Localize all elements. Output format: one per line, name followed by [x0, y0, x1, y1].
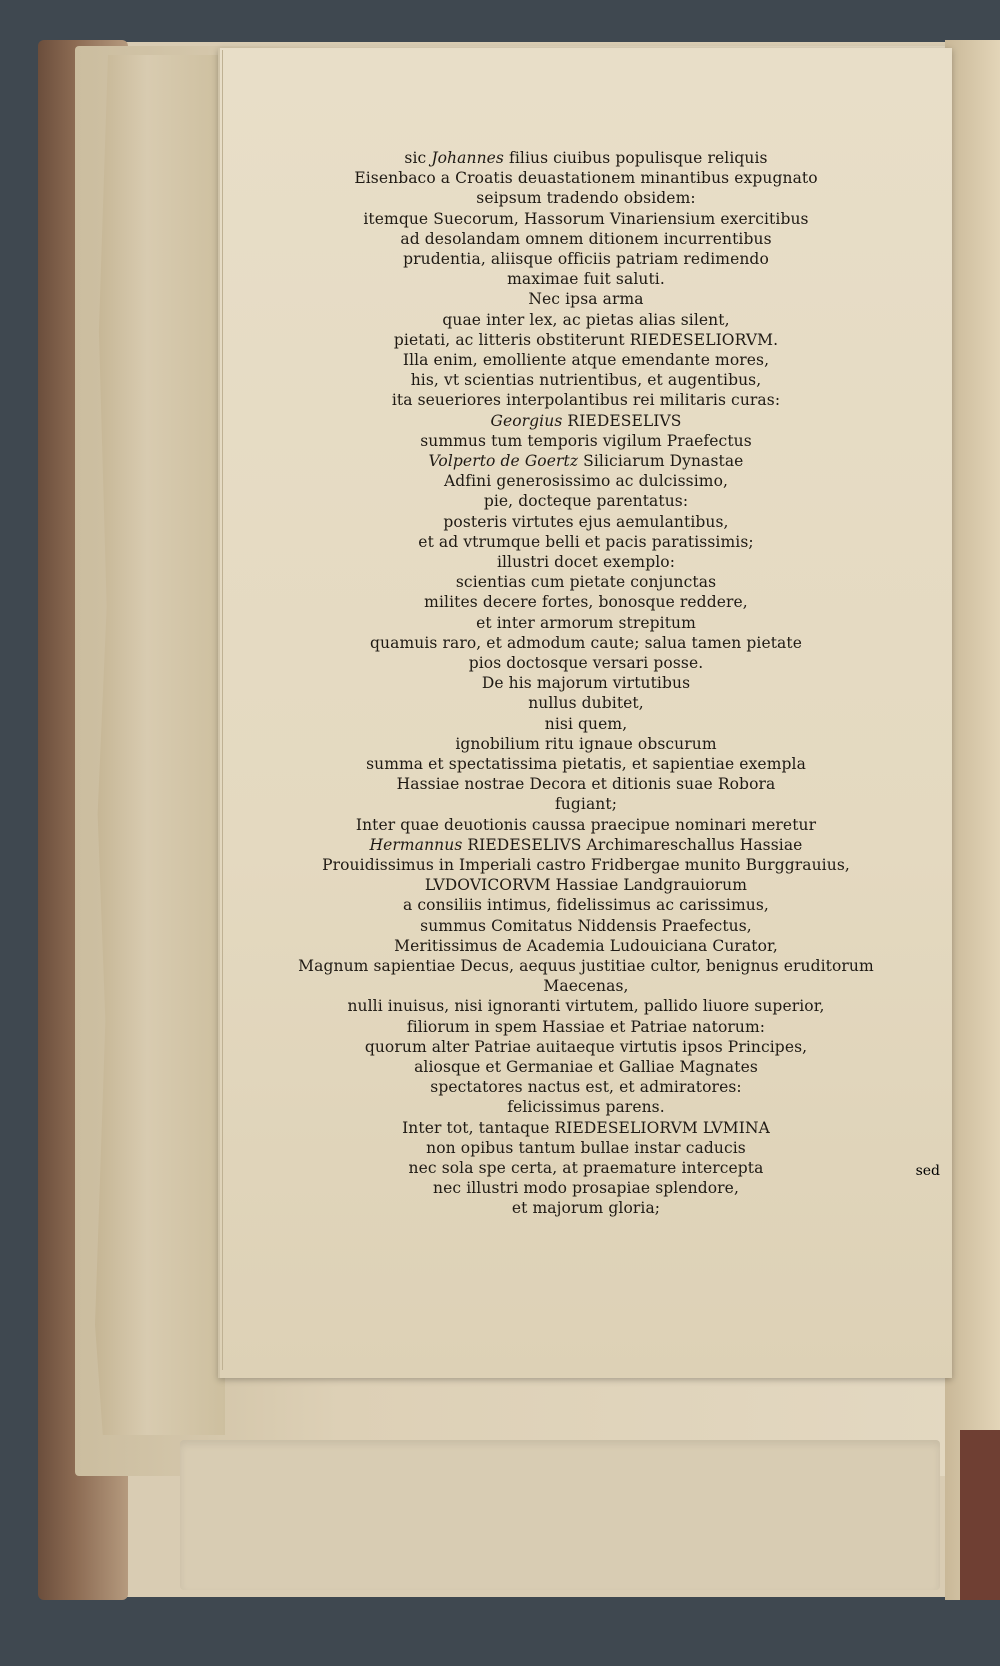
text-line	[220, 977, 952, 995]
text-line	[220, 230, 952, 248]
text-line	[220, 250, 952, 268]
text-line	[220, 715, 952, 733]
italic-name: Volperto de Goertz	[428, 452, 579, 470]
text-run: et majorum gloria;	[511, 1199, 661, 1218]
text-run: prudentia, aliisque officiis patriam redimendo	[403, 250, 769, 268]
text-run: nulli inuisus, nisi ignoranti virtutem, pallido liuore superior,	[347, 997, 825, 1016]
text-run: his, vt scientias nutrientibus, et augentibus,	[410, 371, 762, 390]
text-line	[220, 674, 952, 692]
italic-name: Hermannus	[369, 835, 463, 854]
text-line	[220, 735, 952, 753]
text-line	[220, 553, 952, 571]
text-run: Illa enim, emolliente atque emendante mores,	[402, 351, 770, 369]
text-run: milites decere fortes, bonosque reddere,	[424, 593, 748, 612]
text-line	[220, 1038, 952, 1056]
text-run: summus tum temporis vigilum Praefectus	[420, 431, 752, 450]
text-run: posteris virtutes ejus aemulantibus,	[443, 512, 729, 531]
text-run: Hassiae nostrae Decora et ditionis suae Robora	[396, 775, 776, 794]
torn-page-stub	[95, 55, 225, 1435]
text-line	[220, 937, 952, 955]
text-run: De his majorum virtutibus	[481, 674, 691, 693]
text-run: Eisenbaco a Croatis deuastationem minantibus expugnato	[354, 169, 818, 188]
text-line	[220, 189, 952, 207]
flyleaf-bottom	[180, 1440, 940, 1590]
text-run: summus Comitatus Niddensis Praefectus,	[420, 916, 752, 935]
text-run: Inter quae deuotionis caussa praecipue nominari meretur	[355, 815, 817, 834]
text-line	[220, 290, 952, 308]
leather-cover-corner	[960, 1430, 1000, 1600]
text-line	[220, 1199, 952, 1217]
text-line	[220, 452, 952, 470]
text-run: Siliciarum Dynastae	[578, 452, 744, 470]
text-run: a consiliis intimus, fidelissimus ac carissimus,	[403, 896, 769, 915]
text-line	[220, 1098, 952, 1116]
text-line	[220, 614, 952, 632]
page-text-block	[220, 48, 952, 1378]
text-run: maximae fuit saluti.	[507, 270, 665, 289]
text-line	[220, 634, 952, 652]
text-line	[220, 654, 952, 672]
text-run: ad desolandam omnem ditionem incurrentibus	[400, 229, 772, 248]
text-line	[220, 876, 952, 894]
text-run: felicissimus parens.	[507, 1098, 665, 1117]
text-line	[220, 533, 952, 551]
catchword: sed	[915, 1163, 940, 1179]
text-run: seipsum tradendo obsidem:	[476, 189, 696, 208]
text-line	[220, 1119, 952, 1137]
text-line	[220, 836, 952, 854]
printed-page	[218, 48, 952, 1378]
text-line	[220, 1018, 952, 1036]
text-line	[220, 573, 952, 591]
text-run: itemque Suecorum, Hassorum Vinariensium exercitibus	[363, 209, 809, 228]
text-line	[220, 775, 952, 793]
text-line	[220, 149, 952, 167]
text-line	[220, 412, 952, 430]
text-line	[220, 371, 952, 389]
text-run: ita seueriores interpolantibus rei militaris curas:	[391, 391, 781, 410]
text-run: filius ciuibus populisque reliquis	[503, 149, 768, 167]
text-run: et ad vtrumque belli et pacis paratissimis;	[418, 532, 754, 551]
text-run: RIEDESELIVS	[562, 411, 682, 430]
text-run: nec illustri modo prosapiae splendore,	[433, 1179, 739, 1198]
text-line	[220, 472, 952, 490]
text-line	[220, 896, 952, 914]
text-run: summa et spectatissima pietatis, et sapientiae exempla	[366, 755, 806, 773]
text-line	[220, 1139, 952, 1157]
text-line	[220, 1159, 952, 1177]
text-line	[220, 917, 952, 935]
text-line	[220, 694, 952, 712]
text-run: quamuis raro, et admodum caute; salua tamen pietate	[370, 633, 802, 652]
text-run: Nec ipsa arma	[528, 290, 644, 309]
text-run: pios doctosque versari posse.	[468, 654, 704, 672]
text-run: fugiant;	[554, 795, 618, 814]
text-run: non opibus tantum bullae instar caducis	[426, 1138, 746, 1157]
text-run: spectatores nactus est, et admiratores:	[430, 1078, 742, 1097]
text-line	[220, 1078, 952, 1096]
text-run: Inter tot, tantaque RIEDESELIORVM LVMINA	[402, 1118, 770, 1137]
text-run: RIEDESELIVS Archimareschallus Hassiae	[462, 835, 803, 854]
text-line	[220, 432, 952, 450]
text-run: Magnum sapientiae Decus, aequus justitiae cultor, benignus eruditorum	[298, 957, 874, 975]
text-run: LVDOVICORVM Hassiae Landgrauiorum	[424, 876, 748, 895]
text-line	[220, 513, 952, 531]
page-edge-line	[222, 50, 223, 1370]
text-run: Maecenas,	[543, 977, 629, 996]
text-line	[220, 957, 952, 975]
text-run: illustri docet exemplo:	[496, 553, 676, 571]
text-line	[220, 593, 952, 611]
facing-page-edge	[945, 40, 1000, 1600]
italic-name: Georgius	[490, 411, 563, 430]
text-run: aliosque et Germaniae et Galliae Magnates	[414, 1058, 758, 1076]
text-run: Meritissimus de Academia Ludouiciana Curator,	[394, 936, 778, 955]
text-line	[220, 391, 952, 409]
text-line	[220, 997, 952, 1015]
text-run: pie, docteque parentatus:	[483, 492, 689, 511]
text-line	[220, 331, 952, 349]
text-run: pietati, ac litteris obstiterunt RIEDESELIORVM.	[393, 330, 779, 349]
text-run: quae inter lex, ac pietas alias silent,	[442, 310, 730, 329]
text-line	[220, 210, 952, 228]
text-run: filiorum in spem Hassiae et Patriae natorum:	[406, 1017, 766, 1036]
text-run: nec sola spe certa, at praemature intercepta	[408, 1159, 764, 1177]
text-run: nullus dubitet,	[528, 694, 644, 713]
text-line	[220, 1179, 952, 1197]
text-line	[220, 856, 952, 874]
text-run: Adfini generosissimo ac dulcissimo,	[443, 472, 729, 491]
text-line	[220, 795, 952, 813]
italic-name: Johannes	[431, 149, 504, 167]
text-line	[220, 816, 952, 834]
text-line	[220, 351, 952, 369]
text-line	[220, 270, 952, 288]
text-run: et inter armorum strepitum	[476, 613, 696, 632]
text-line	[220, 169, 952, 187]
text-run: Prouidissimus in Imperiali castro Fridbergae munito Burggrauius,	[322, 856, 850, 874]
text-line	[220, 492, 952, 510]
text-run: ignobilium ritu ignaue obscurum	[455, 734, 717, 753]
text-run: nisi quem,	[544, 714, 628, 733]
text-run: quorum alter Patriae auitaeque virtutis ipsos Principes,	[364, 1037, 808, 1056]
text-run: scientias cum pietate conjunctas	[455, 573, 717, 592]
text-line	[220, 311, 952, 329]
text-run: sic	[404, 149, 432, 167]
text-line	[220, 1058, 952, 1076]
text-line	[220, 755, 952, 773]
